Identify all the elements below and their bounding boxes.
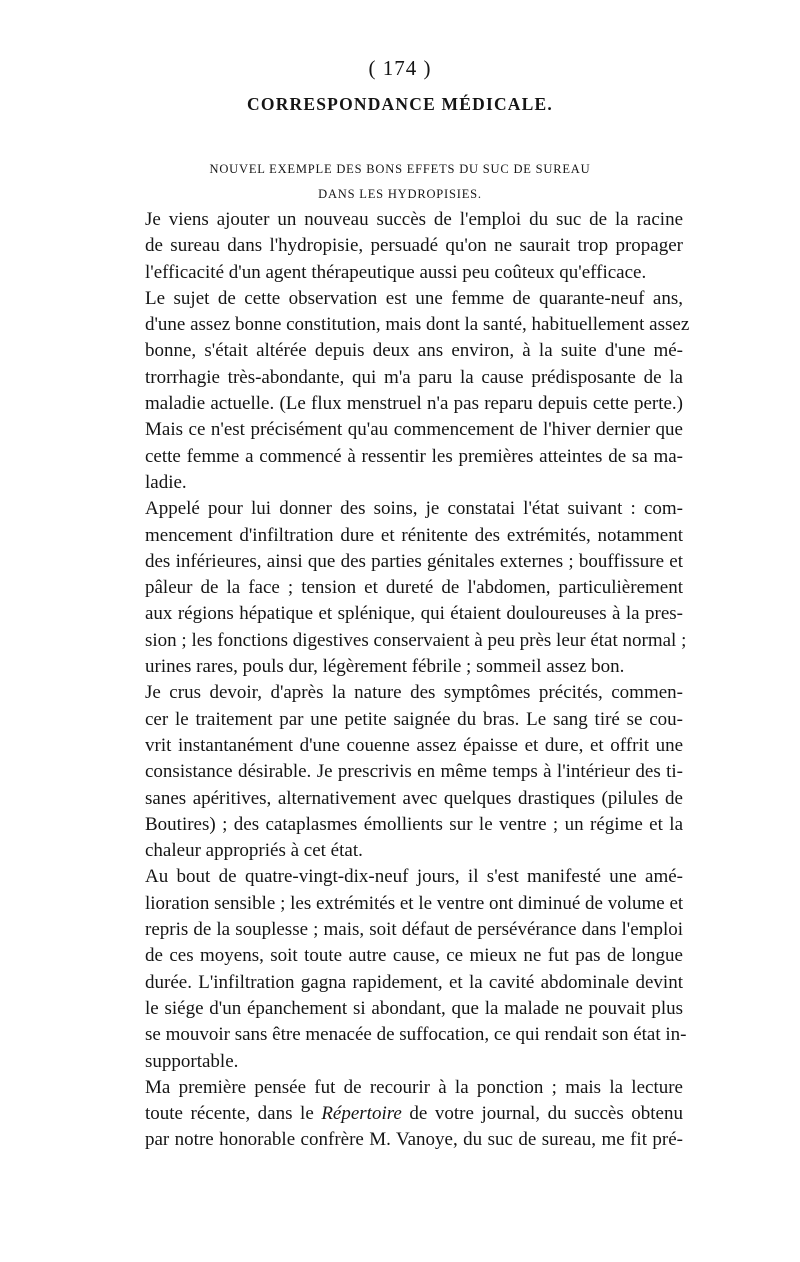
text-line: repris de la souplesse ; mais, soit défaut de persévérance dans l'emploi	[145, 919, 683, 941]
text-line: Boutires) ; des cataplasmes émollients sur le ventre ; un régime et la	[145, 813, 683, 835]
text-line: sion ; les fonctions digestives conservaient à peu près leur état normal ;	[145, 629, 687, 651]
text-line: Au bout de quatre-vingt-dix-neuf jours, il s'est manifesté une amé-	[145, 866, 683, 888]
text-line: des inférieures, ainsi que des parties génitales externes ; bouffissure et	[145, 550, 683, 572]
text-fragment: de votre journal, du succès obtenu	[401, 1103, 683, 1125]
journal-name: Répertoire	[321, 1103, 402, 1125]
paragraph	[123, 680, 683, 864]
text-line: d'une assez bonne constitution, mais dont la santé, habituellement assez	[145, 314, 690, 336]
article-title	[120, 157, 680, 207]
text-line: supportable.	[145, 1050, 239, 1072]
text-line: Le sujet de cette observation est une femme de quarante-neuf ans,	[145, 287, 683, 309]
text-line: Je crus devoir, d'après la nature des symptômes précités, commen-	[145, 682, 683, 704]
text-line: Appelé pour lui donner des soins, je constatai l'état suivant : com-	[145, 498, 683, 520]
paragraph	[123, 207, 683, 286]
paragraph	[123, 1075, 683, 1154]
text-line: cer le traitement par une petite saignée du bras. Le sang tiré se cou-	[145, 708, 683, 730]
text-line: cette femme a commencé à ressentir les premières atteintes de sa ma-	[145, 445, 683, 467]
text-line: sanes apéritives, alternativement avec quelques drastiques (pilules de	[145, 787, 683, 809]
text-line: pâleur de la face ; tension et dureté de l'abdomen, particulièrement	[145, 577, 683, 599]
text-line: Mais ce n'est précisément qu'au commencement de l'hiver dernier que	[145, 419, 683, 441]
article-title-line: NOUVEL EXEMPLE DES BONS EFFETS DU SUC DE SUREAU	[209, 162, 591, 176]
text-line: maladie actuelle. (Le flux menstruel n'a pas reparu depuis cette perte.)	[145, 393, 683, 415]
text-line: de sureau dans l'hydropisie, persuadé qu'on ne saurait trop propager	[145, 235, 683, 257]
text-line: Je viens ajouter un nouveau succès de l'emploi du suc de la racine	[145, 209, 683, 230]
article-title-line: DANS LES HYDROPISIES.	[318, 187, 482, 201]
text-line: de ces moyens, soit toute autre cause, ce mieux ne fut pas de longue	[145, 945, 683, 967]
text-line: bonne, s'était altérée depuis deux ans environ, à la suite d'une mé-	[145, 340, 683, 362]
text-fragment: toute récente, dans le	[145, 1103, 322, 1125]
text-line: urines rares, pouls dur, légèrement fébrile ; sommeil assez bon.	[145, 656, 625, 678]
page-number: ( 174 )	[368, 56, 432, 80]
article-body	[123, 207, 690, 1154]
text-line: par notre honorable confrère M. Vanoye, du suc de sureau, me fit pré-	[145, 1129, 683, 1151]
text-line	[123, 1101, 683, 1127]
paragraph	[123, 286, 690, 496]
text-line: vrit instantanément d'une couenne assez épaisse et dure, et offrit une	[145, 734, 683, 756]
text-line: aux régions hépatique et splénique, qui étaient douloureuses à la pres-	[145, 603, 683, 625]
text-line: ladie.	[145, 471, 187, 493]
section-title: CORRESPONDANCE MÉDICALE.	[247, 94, 553, 114]
paragraph	[123, 496, 687, 680]
text-line: l'efficacité d'un agent thérapeutique aussi peu coûteux qu'efficace.	[145, 261, 647, 283]
text-line: chaleur appropriés à cet état.	[145, 840, 363, 862]
paragraph	[123, 864, 687, 1074]
text-line: Ma première pensée fut de recourir à la ponction ; mais la lecture	[145, 1076, 683, 1098]
text-line: durée. L'infiltration gagna rapidement, et la cavité abdominale devint	[145, 971, 683, 993]
text-line: le siége d'un épanchement si abondant, que la malade ne pouvait plus	[145, 997, 683, 1019]
text-line: consistance désirable. Je prescrivis en même temps à l'intérieur des ti-	[145, 761, 683, 783]
text-line: mencement d'infiltration dure et rénitente des extrémités, notamment	[145, 524, 683, 546]
text-line: se mouvoir sans être menacée de suffocation, ce qui rendait son état in-	[145, 1024, 687, 1046]
text-line: lioration sensible ; les extrémités et le ventre ont diminué de volume et	[145, 892, 684, 914]
text-line: trorrhagie très-abondante, qui m'a paru la cause prédisposante de la	[145, 366, 683, 388]
